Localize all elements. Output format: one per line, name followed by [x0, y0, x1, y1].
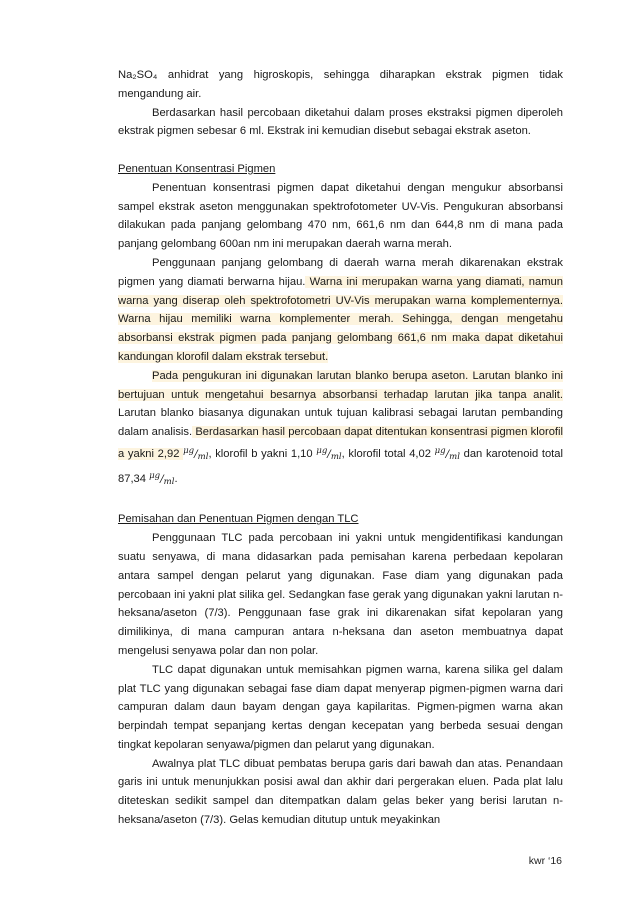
paragraph-tlc-separation: TLC dapat digunakan untuk memisahkan pigmen warna, karena silika gel dalam plat TLC yang digunakan sebagai fase diam dapat menyerap pigmen-pigmen warna dari campuran dalam daun bayam dengan gaya kapilaritas. Pigmen-pigmen warna akan berpindah tempat sepanjang kertas dengan kecepatan yang berbeda sesuai dengan tingkat kepolaran senyawa/pigmen dan pelarut yang digunakan.	[118, 663, 563, 751]
paragraph-tlc-usage: Penggunaan TLC pada percobaan ini yakni untuk mengidentifikasi kandungan suatu senyawa, di mana didasarkan pada pemisahan karena perbedaan kepolaran antara sampel dengan pelarut yang digunakan. Fase diam yang digunakan pada percobaan ini yakni plat silika gel. Sedangkan fase gerak yang digunakan yakni larutan n-heksana/aseton (7/3). Penggunaan fase grak ini dikarenakan sifat kepolaran yang dimilikinya, di mana campuran antara n-heksana dan aseton membuatnya dapat mengelusi senyawa polar dan non polar.	[118, 532, 563, 657]
section-heading-tlc: Pemisahan dan Penentuan Pigmen dengan TLC	[118, 513, 359, 526]
sentence-end: .	[174, 472, 178, 485]
paragraph-wavelength-text: Penggunaan panjang gelombang di daerah warna merah dikarenakan ekstrak pigmen yang diamati berwarna hijau.	[118, 256, 563, 288]
section-heading-concentration: Penentuan Konsentrasi Pigmen	[118, 162, 276, 175]
spacer	[118, 141, 563, 160]
paragraph-absorbance: Penentuan konsentrasi pigmen dapat diketahui dengan mengukur absorbansi sampel ekstrak aseton menggunakan spektrofotometer UV-Vis. Pengukuran absorbansi dilakukan pada panjang gelombang 470 nm, 661,6 nm dan 644,8 nm di mana pada panjang gelombang 600an nm ini merupakan daerah warna merah.	[118, 181, 563, 251]
highlighted-text: Berdasarkan hasil percobaan dapat ditentukan konsentrasi pigmen klorofil a yakni 2,92	[118, 426, 563, 460]
highlighted-text: Pada pengukuran ini digunakan larutan blanko berupa aseton. Larutan blanko ini bertujuan untuk mengetahui besarnya absorbansi terhadap larutan jika tanpa analit.	[118, 369, 563, 401]
unit-fraction: $^{\mu g}/_{ml}$	[183, 445, 209, 462]
unit-fraction: $^{\mu g}/_{ml}$	[149, 470, 175, 487]
document-body	[118, 66, 563, 830]
carotenoid-text: dan karotenoid total 87,34	[118, 447, 563, 485]
paragraph-na2so4: Na₂SO₄ anhidrat yang higroskopis, sehingga diharapkan ekstrak pigmen tidak mengandung air.	[118, 69, 563, 100]
paragraph-extraction-result: Berdasarkan hasil percobaan diketahui dalam proses ekstraksi pigmen diperoleh ekstrak pigmen sebesar 6 ml. Ekstrak ini kemudian disebut sebagai ekstrak aseton.	[118, 106, 563, 138]
unit-fraction: $^{\mu g}/_{ml}$	[434, 445, 460, 462]
paragraph-wavelength	[118, 254, 563, 367]
chlorophyll-total-text: , klorofil total 4,02	[341, 447, 435, 460]
unit-fraction: $^{\mu g}/_{ml}$	[316, 445, 342, 462]
spacer	[118, 492, 563, 511]
paragraph-blank-text: Larutan blanko biasanya digunakan untuk tujuan kalibrasi sebagai larutan pembanding dalam analisis.	[118, 407, 563, 439]
page-footer: kwr ‘16	[528, 855, 562, 867]
chlorophyll-b-text: , klorofil b yakni 1,10	[208, 447, 317, 460]
highlighted-text: Warna ini merupakan warna yang diamati, namun warna yang diserap oleh spektrofotometri UV-Vis merupakan warna komplementernya. Warna hijau memiliki warna komplementer merah. Sehingga, dengan mengetahu absorbansi ekstrak pigmen pada panjang gelombang 661,6 nm maka dapat diketahui kandungan klorofil dalam ekstrak tersebut.	[118, 275, 563, 363]
paragraph-tlc-procedure: Awalnya plat TLC dibuat pembatas berupa garis dari bawah dan atas. Penandaan garis ini untuk menunjukkan posisi awal dan akhir dari pergerakan eluen. Pada plat lalu diteteskan sedikit sampel dan ditempatkan dalam gelas beker yang berisi larutan n-heksana/aseton (7/3). Gelas kemudian ditutup untuk meyakinkan	[118, 757, 563, 827]
paragraph-blank-solution	[118, 367, 563, 492]
